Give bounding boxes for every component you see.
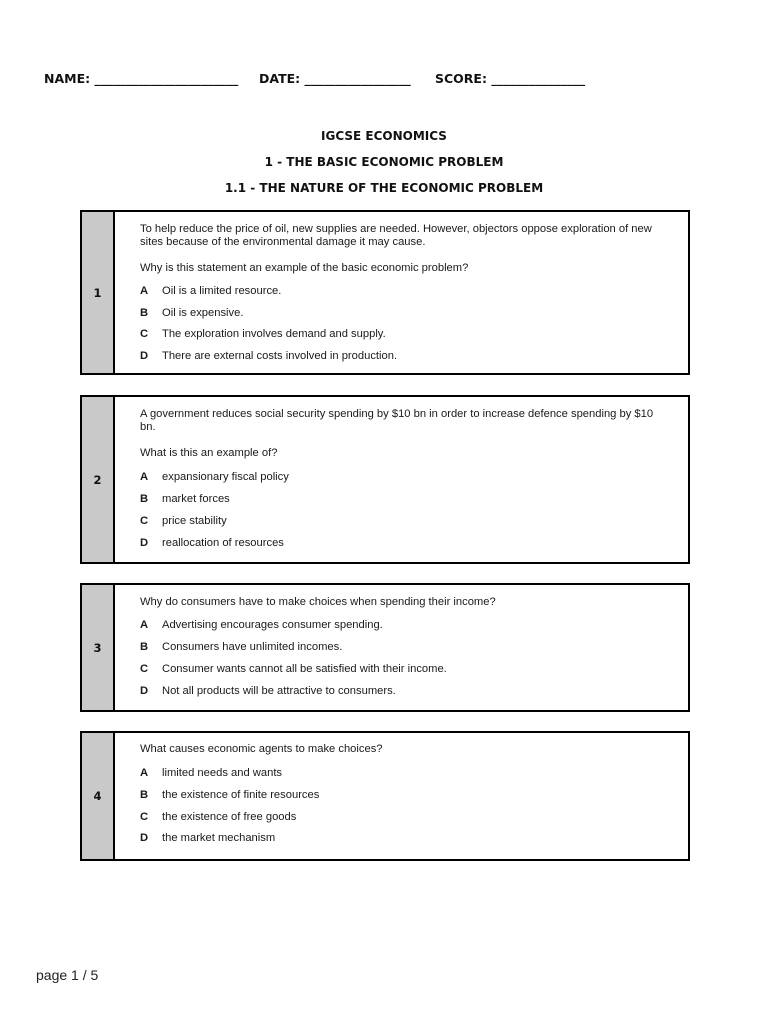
- option-letter: B: [140, 493, 149, 505]
- option-letter: C: [140, 663, 149, 675]
- option-text: the market mechanism: [162, 832, 276, 844]
- option-text: Oil is a limited resource.: [162, 285, 282, 297]
- option-letter: A: [140, 767, 149, 779]
- option-text: There are external costs involved in production.: [162, 350, 398, 362]
- option-text: The exploration involves demand and supply.: [162, 328, 386, 340]
- question-prompt: What causes economic agents to make choices?: [140, 743, 383, 755]
- course-title: IGCSE ECONOMICS: [321, 129, 447, 143]
- unit-title: 1 - THE BASIC ECONOMIC PROBLEM: [264, 155, 504, 169]
- question-number: 1: [82, 212, 115, 373]
- option-text: expansionary fiscal policy: [162, 471, 289, 483]
- question-stem: To help reduce the price of oil, new supplies are needed. However, objectors oppose exploration of new sites because of the environmental damage it may cause.: [140, 223, 652, 248]
- page-indicator: page 1 / 5: [36, 967, 99, 983]
- option-letter: A: [140, 285, 149, 297]
- option-text: reallocation of resources: [162, 537, 284, 549]
- topic-title: 1.1 - THE NATURE OF THE ECONOMIC PROBLEM: [224, 181, 544, 195]
- option-letter: C: [140, 811, 149, 823]
- option-text: Consumer wants cannot all be satisfied with their income.: [162, 663, 447, 675]
- question-number: 3: [82, 585, 115, 710]
- option-letter: C: [140, 515, 149, 527]
- option-letter: D: [140, 832, 149, 844]
- option-letter: D: [140, 350, 149, 362]
- option-letter: B: [140, 789, 149, 801]
- option-text: Consumers have unlimited incomes.: [162, 641, 343, 653]
- question-box-2: [80, 395, 690, 564]
- question-prompt: Why is this statement an example of the basic economic problem?: [140, 262, 469, 274]
- date-field: DATE: _________________: [259, 71, 411, 86]
- question-number: 4: [82, 733, 115, 859]
- question-box-3: [80, 583, 690, 712]
- score-field: SCORE: _______________: [435, 71, 586, 86]
- option-text: price stability: [162, 515, 227, 527]
- option-letter: B: [140, 641, 149, 653]
- option-text: market forces: [162, 493, 230, 505]
- question-stem: A government reduces social security spending by $10 bn in order to increase defence spending by $10 bn.: [140, 408, 654, 433]
- option-text: Advertising encourages consumer spending.: [162, 619, 383, 631]
- option-text: the existence of free goods: [162, 811, 297, 823]
- option-text: limited needs and wants: [162, 767, 283, 779]
- question-box-1: [80, 210, 690, 375]
- option-letter: D: [140, 685, 149, 697]
- option-letter: A: [140, 471, 149, 483]
- question-prompt: Why do consumers have to make choices when spending their income?: [140, 596, 496, 608]
- name-field: NAME: _______________________: [44, 71, 239, 86]
- option-text: Not all products will be attractive to consumers.: [162, 685, 396, 697]
- question-box-4: [80, 731, 690, 861]
- option-text: Oil is expensive.: [162, 307, 244, 319]
- option-letter: A: [140, 619, 149, 631]
- option-letter: C: [140, 328, 149, 340]
- option-letter: B: [140, 307, 149, 319]
- option-text: the existence of finite resources: [162, 789, 320, 801]
- question-number: 2: [82, 397, 115, 562]
- question-prompt: What is this an example of?: [140, 447, 278, 459]
- option-letter: D: [140, 537, 149, 549]
